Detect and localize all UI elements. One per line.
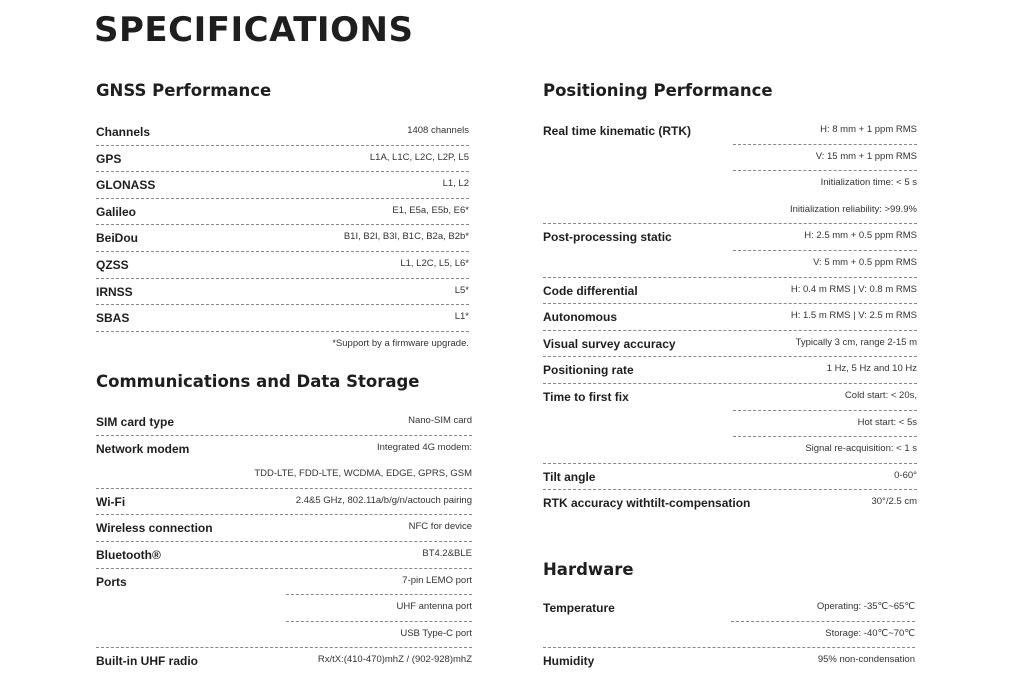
spec-label: Temperature (543, 601, 615, 615)
spec-value: L1, L2C, L5, L6* (400, 257, 469, 269)
gnss-performance-section (96, 81, 469, 349)
spec-value: 95% non-condensation (817, 654, 915, 666)
spec-label: BeiDou (96, 231, 138, 246)
spec-row-channels (96, 119, 469, 146)
spec-label: Tilt angle (543, 469, 596, 484)
spec-row-humidity (543, 648, 915, 675)
page-title: SPECIFICATIONS (94, 10, 414, 50)
spec-value: Initialization reliability: >99.9% (790, 203, 917, 215)
spec-value: L1* (454, 311, 469, 323)
spec-label: SBAS (96, 311, 130, 326)
spec-row-beidou (96, 225, 469, 252)
spec-value: Nano-SIM card (408, 415, 472, 426)
spec-value: H: 2.5 mm + 0.5 ppm RMS (804, 230, 917, 242)
firmware-note-row (96, 332, 469, 359)
spec-label: GPS (96, 151, 122, 166)
spec-row-code-differential (543, 278, 917, 305)
spec-value: UHF antenna port (396, 601, 472, 613)
spec-value: 7-pin LEMO port (402, 574, 472, 586)
spec-row-temperature (543, 595, 915, 622)
spec-value: Rx/tX:(410-470)mhZ / (902-928)mhZ (317, 654, 472, 666)
spec-row-post-processing-cont (543, 251, 917, 278)
firmware-note: *Support by a firmware upgrade. (332, 337, 469, 349)
spec-value: V: 5 mm + 0.5 ppm RMS (813, 256, 917, 268)
spec-row-sbas (96, 305, 469, 332)
spec-row-rtk-tilt (543, 490, 917, 517)
spec-value: Operating: -35℃~65℃ (816, 601, 915, 612)
spec-label: Channels (96, 125, 151, 139)
spec-value: USB Type-C port (400, 627, 472, 639)
spec-row-rtk-cont (543, 145, 917, 172)
spec-value: L1A, L1C, L2C, L2P, L5 (369, 151, 469, 163)
spec-row-ttff (543, 384, 917, 411)
spec-value: B1I, B2I, B3I, B1C, B2a, B2b* (343, 231, 469, 243)
spec-label: Built-in UHF radio (96, 654, 198, 669)
spec-label: Network modem (96, 441, 190, 456)
spec-row-ports-cont (96, 595, 472, 622)
positioning-performance-section (543, 81, 917, 511)
spec-row-ttff-cont (543, 437, 917, 464)
spec-label: Ports (96, 574, 127, 589)
spec-value: Cold start: < 20s, (844, 389, 917, 401)
spec-label: Visual survey accuracy (543, 336, 676, 351)
spec-row-rtk-cont (543, 198, 917, 225)
spec-label: Positioning rate (543, 363, 634, 378)
spec-value: NFC for device (408, 521, 472, 533)
spec-value: Hot start: < 5s (857, 416, 917, 428)
spec-label: Galileo (96, 204, 137, 219)
section-title-gnss: GNSS Performance (96, 81, 272, 100)
spec-value: 30°/2.5 cm (871, 496, 917, 508)
spec-label: Code differential (543, 283, 638, 298)
spec-value: L1, L2 (442, 178, 469, 190)
spec-value: V: 15 mm + 1 ppm RMS (815, 150, 917, 162)
spec-row-gps (96, 146, 469, 173)
spec-row-uhf-radio (96, 648, 472, 675)
spec-row-rtk (543, 118, 917, 145)
spec-row-glonass (96, 172, 469, 199)
hardware-section (543, 560, 915, 669)
spec-row-bluetooth (96, 542, 472, 569)
spec-row-network-modem (96, 436, 472, 463)
spec-value: H: 0.4 m RMS | V: 0.8 m RMS (790, 283, 917, 295)
spec-label: Bluetooth® (96, 547, 161, 562)
spec-row-qzss (96, 252, 469, 279)
spec-value: 0-60° (894, 469, 917, 481)
spec-label: Humidity (543, 654, 595, 669)
spec-row-wifi (96, 489, 472, 516)
spec-value: BT4.2&BLE (422, 547, 472, 559)
spec-label: GLONASS (96, 178, 156, 193)
spec-value: Storage: -40℃~70℃ (825, 627, 915, 639)
spec-label: QZSS (96, 257, 129, 272)
spec-row-network-modem-cont (96, 462, 472, 489)
spec-label: Real time kinematic (RTK) (543, 124, 692, 138)
spec-row-temperature-cont (543, 622, 915, 649)
spec-value: H: 8 mm + 1 ppm RMS (820, 124, 917, 135)
spec-value: Typically 3 cm, range 2-15 m (795, 336, 917, 348)
spec-value: Signal re-acquisition: < 1 s (805, 443, 917, 455)
communications-section (96, 372, 472, 669)
spec-label: RTK accuracy withtilt-compensation (543, 496, 751, 511)
spec-value: 1 Hz, 5 Hz and 10 Hz (826, 363, 917, 375)
spec-row-ports (96, 569, 472, 596)
spec-row-irnss (96, 279, 469, 306)
spec-label: IRNSS (96, 284, 133, 299)
section-title-communications: Communications and Data Storage (96, 372, 420, 391)
spec-value: Integrated 4G modem: (376, 441, 472, 453)
spec-label: Time to first fix (543, 389, 629, 404)
spec-value: H: 1.5 m RMS | V: 2.5 m RMS (790, 310, 917, 322)
spec-value: Initialization time: < 5 s (820, 177, 917, 189)
spec-value: TDD-LTE, FDD-LTE, WCDMA, EDGE, GPRS, GSM (254, 468, 472, 480)
spec-value: L5* (454, 284, 469, 296)
spec-row-wireless-connection (96, 515, 472, 542)
spec-label: SIM card type (96, 415, 175, 429)
spec-row-tilt-angle (543, 464, 917, 491)
spec-row-post-processing (543, 224, 917, 251)
spec-row-rtk-cont (543, 171, 917, 198)
spec-label: Autonomous (543, 310, 617, 325)
spec-value: 1408 channels (407, 125, 469, 136)
spec-label: Wireless connection (96, 521, 213, 536)
section-title-positioning: Positioning Performance (543, 81, 773, 100)
spec-row-visual-survey (543, 331, 917, 358)
spec-value: 2.4&5 GHz, 802.11a/b/g/n/actouch pairing (295, 494, 472, 506)
spec-label: Wi-Fi (96, 494, 126, 509)
spec-value: E1, E5a, E5b, E6* (392, 204, 469, 216)
spec-label: Post-processing static (543, 230, 672, 245)
spec-row-autonomous (543, 304, 917, 331)
spec-row-positioning-rate (543, 357, 917, 384)
spec-row-sim-card (96, 409, 472, 436)
spec-row-galileo (96, 199, 469, 226)
spec-row-ports-cont (96, 622, 472, 649)
section-title-hardware: Hardware (543, 560, 634, 579)
spec-row-ttff-cont (543, 411, 917, 438)
